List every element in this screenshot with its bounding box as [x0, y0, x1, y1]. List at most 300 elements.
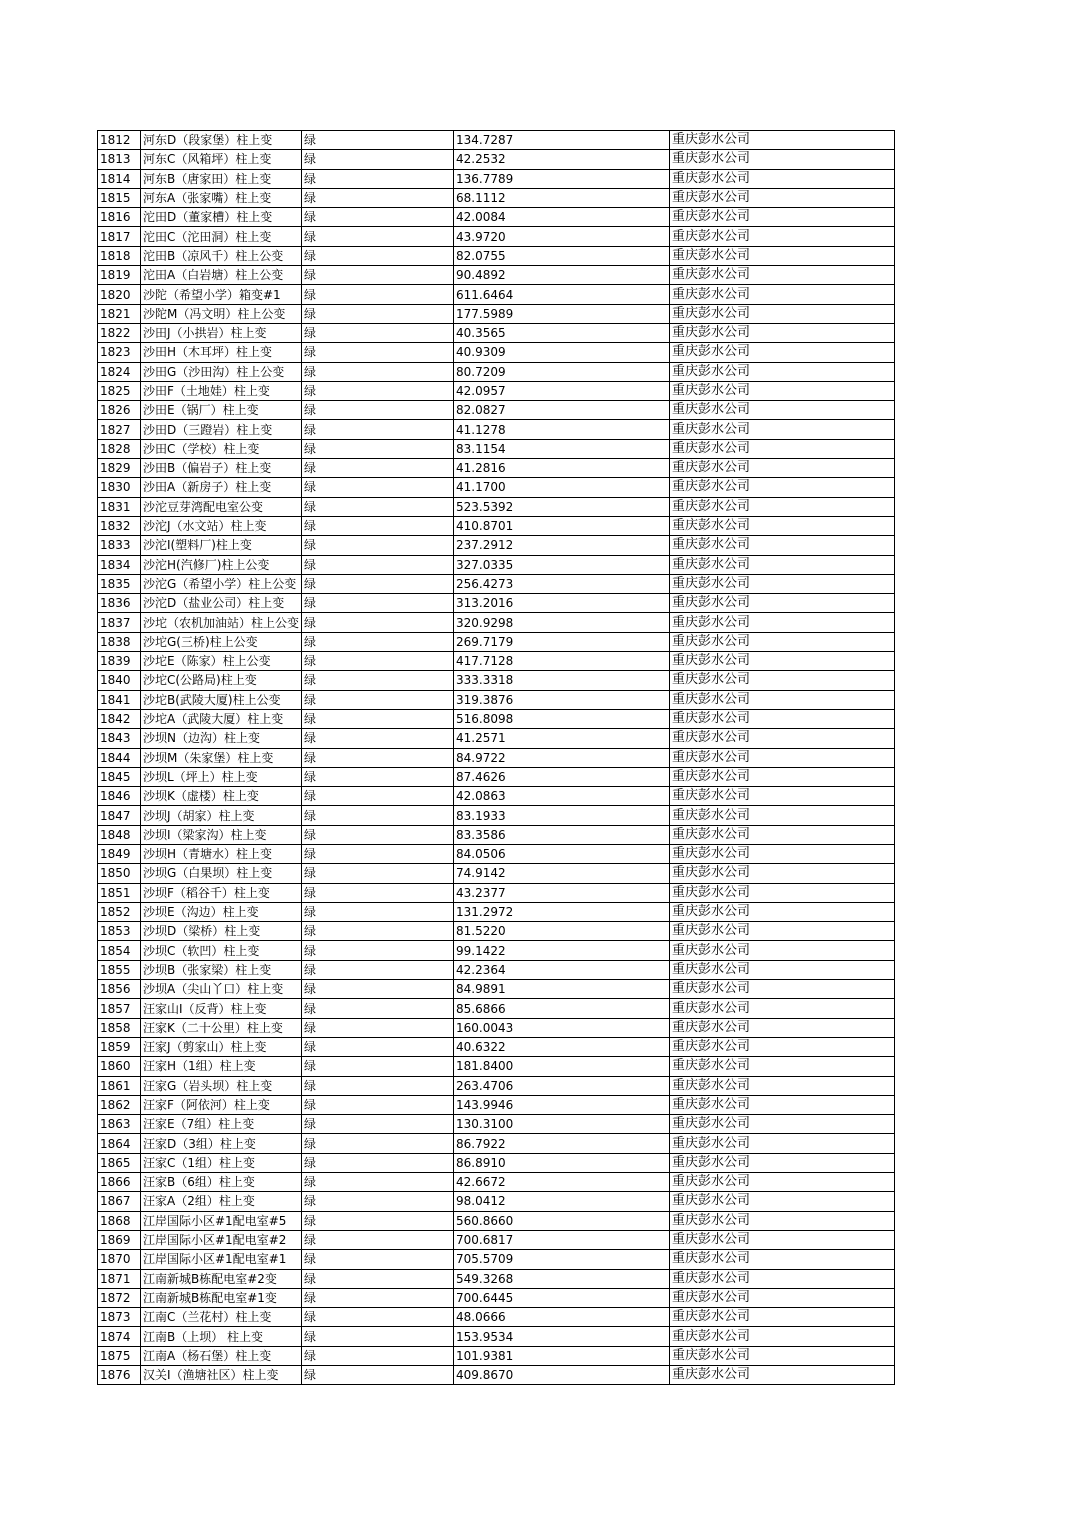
status-color-cell: 绿 [302, 516, 454, 535]
value-cell: 48.0666 [454, 1308, 670, 1327]
transformer-name-cell: 河东D（段家堡）柱上变 [141, 131, 302, 150]
value-cell: 160.0043 [454, 1018, 670, 1037]
status-color-cell: 绿 [302, 227, 454, 246]
value-cell: 516.8098 [454, 709, 670, 728]
transformer-name-cell: 沙坝K（虚楼）柱上变 [141, 787, 302, 806]
company-cell: 重庆彭水公司 [670, 922, 895, 941]
table-row [98, 999, 895, 1018]
table-row [98, 1308, 895, 1327]
value-cell: 80.7209 [454, 362, 670, 381]
value-cell: 41.2571 [454, 729, 670, 748]
table-row [98, 883, 895, 902]
company-cell: 重庆彭水公司 [670, 304, 895, 323]
status-color-cell: 绿 [302, 806, 454, 825]
company-cell: 重庆彭水公司 [670, 323, 895, 342]
value-cell: 98.0412 [454, 1192, 670, 1211]
status-color-cell: 绿 [302, 1173, 454, 1192]
row-id-cell: 1843 [98, 729, 141, 748]
value-cell: 86.7922 [454, 1134, 670, 1153]
table-row [98, 729, 895, 748]
table-row [98, 1346, 895, 1365]
company-cell: 重庆彭水公司 [670, 1134, 895, 1153]
value-cell: 41.1278 [454, 420, 670, 439]
row-id-cell: 1825 [98, 381, 141, 400]
table-row [98, 266, 895, 285]
status-color-cell: 绿 [302, 652, 454, 671]
transformer-name-cell: 沙沱J（水文站）柱上变 [141, 516, 302, 535]
status-color-cell: 绿 [302, 1327, 454, 1346]
status-color-cell: 绿 [302, 1115, 454, 1134]
row-id-cell: 1812 [98, 131, 141, 150]
row-id-cell: 1826 [98, 401, 141, 420]
value-cell: 41.1700 [454, 478, 670, 497]
row-id-cell: 1842 [98, 709, 141, 728]
value-cell: 320.9298 [454, 613, 670, 632]
value-cell: 417.7128 [454, 652, 670, 671]
value-cell: 84.9722 [454, 748, 670, 767]
transformer-name-cell: 沙坝G（白果坝）柱上变 [141, 864, 302, 883]
company-cell: 重庆彭水公司 [670, 960, 895, 979]
transformer-name-cell: 河东C（风箱坪）柱上变 [141, 150, 302, 169]
table-row [98, 188, 895, 207]
company-cell: 重庆彭水公司 [670, 632, 895, 651]
value-cell: 42.0863 [454, 787, 670, 806]
table-row [98, 787, 895, 806]
value-cell: 42.0084 [454, 208, 670, 227]
value-cell: 42.2364 [454, 960, 670, 979]
row-id-cell: 1818 [98, 246, 141, 265]
status-color-cell: 绿 [302, 208, 454, 227]
transformer-name-cell: 沙陀（希望小学）箱变#1 [141, 285, 302, 304]
value-cell: 74.9142 [454, 864, 670, 883]
transformer-name-cell: 汪家A（2组）柱上变 [141, 1192, 302, 1211]
transformer-name-cell: 江南A（杨石堡）柱上变 [141, 1346, 302, 1365]
transformer-name-cell: 沙坝J（胡家）柱上变 [141, 806, 302, 825]
value-cell: 40.3565 [454, 323, 670, 342]
row-id-cell: 1827 [98, 420, 141, 439]
status-color-cell: 绿 [302, 150, 454, 169]
status-color-cell: 绿 [302, 1057, 454, 1076]
table-row [98, 748, 895, 767]
transformer-name-cell: 沙坨A（武陵大厦）柱上变 [141, 709, 302, 728]
company-cell: 重庆彭水公司 [670, 420, 895, 439]
status-color-cell: 绿 [302, 999, 454, 1018]
row-id-cell: 1853 [98, 922, 141, 941]
row-id-cell: 1851 [98, 883, 141, 902]
row-id-cell: 1829 [98, 459, 141, 478]
transformer-name-cell: 汪家C（1组）柱上变 [141, 1153, 302, 1172]
row-id-cell: 1859 [98, 1037, 141, 1056]
table-row [98, 1153, 895, 1172]
data-table [97, 130, 895, 1385]
value-cell: 84.0506 [454, 844, 670, 863]
company-cell: 重庆彭水公司 [670, 439, 895, 458]
table-row [98, 825, 895, 844]
transformer-name-cell: 江南B（上坝） 柱上变 [141, 1327, 302, 1346]
status-color-cell: 绿 [302, 1346, 454, 1365]
company-cell: 重庆彭水公司 [670, 131, 895, 150]
company-cell: 重庆彭水公司 [670, 767, 895, 786]
transformer-name-cell: 沱田B（凉风千）柱上公变 [141, 246, 302, 265]
value-cell: 86.8910 [454, 1153, 670, 1172]
company-cell: 重庆彭水公司 [670, 729, 895, 748]
table-row [98, 1230, 895, 1249]
value-cell: 269.7179 [454, 632, 670, 651]
status-color-cell: 绿 [302, 343, 454, 362]
company-cell: 重庆彭水公司 [670, 1037, 895, 1056]
row-id-cell: 1834 [98, 555, 141, 574]
value-cell: 42.2532 [454, 150, 670, 169]
status-color-cell: 绿 [302, 401, 454, 420]
value-cell: 333.3318 [454, 671, 670, 690]
row-id-cell: 1871 [98, 1269, 141, 1288]
table-row [98, 285, 895, 304]
row-id-cell: 1845 [98, 767, 141, 786]
company-cell: 重庆彭水公司 [670, 227, 895, 246]
row-id-cell: 1837 [98, 613, 141, 632]
transformer-name-cell: 沙坝E（沟边）柱上变 [141, 902, 302, 921]
value-cell: 43.9720 [454, 227, 670, 246]
table-row [98, 1076, 895, 1095]
company-cell: 重庆彭水公司 [670, 169, 895, 188]
company-cell: 重庆彭水公司 [670, 864, 895, 883]
row-id-cell: 1835 [98, 574, 141, 593]
status-color-cell: 绿 [302, 1366, 454, 1385]
transformer-name-cell: 汪家B（6组）柱上变 [141, 1173, 302, 1192]
status-color-cell: 绿 [302, 1250, 454, 1269]
status-color-cell: 绿 [302, 1018, 454, 1037]
value-cell: 85.6866 [454, 999, 670, 1018]
value-cell: 327.0335 [454, 555, 670, 574]
company-cell: 重庆彭水公司 [670, 343, 895, 362]
transformer-name-cell: 沙沱豆芽湾配电室公变 [141, 497, 302, 516]
status-color-cell: 绿 [302, 980, 454, 999]
value-cell: 237.2912 [454, 536, 670, 555]
value-cell: 83.3586 [454, 825, 670, 844]
company-cell: 重庆彭水公司 [670, 1346, 895, 1365]
company-cell: 重庆彭水公司 [670, 401, 895, 420]
row-id-cell: 1840 [98, 671, 141, 690]
row-id-cell: 1849 [98, 844, 141, 863]
status-color-cell: 绿 [302, 941, 454, 960]
row-id-cell: 1876 [98, 1366, 141, 1385]
table-row [98, 690, 895, 709]
status-color-cell: 绿 [302, 478, 454, 497]
table-row [98, 536, 895, 555]
row-id-cell: 1813 [98, 150, 141, 169]
status-color-cell: 绿 [302, 1076, 454, 1095]
company-cell: 重庆彭水公司 [670, 594, 895, 613]
table-row [98, 980, 895, 999]
status-color-cell: 绿 [302, 574, 454, 593]
value-cell: 705.5709 [454, 1250, 670, 1269]
company-cell: 重庆彭水公司 [670, 574, 895, 593]
value-cell: 40.9309 [454, 343, 670, 362]
transformer-name-cell: 江岸国际小区#1配电室#1 [141, 1250, 302, 1269]
row-id-cell: 1854 [98, 941, 141, 960]
value-cell: 549.3268 [454, 1269, 670, 1288]
transformer-name-cell: 沙田F（土地娃）柱上变 [141, 381, 302, 400]
value-cell: 700.6445 [454, 1288, 670, 1307]
company-cell: 重庆彭水公司 [670, 1211, 895, 1230]
company-cell: 重庆彭水公司 [670, 1018, 895, 1037]
status-color-cell: 绿 [302, 131, 454, 150]
transformer-name-cell: 汪家D（3组）柱上变 [141, 1134, 302, 1153]
status-color-cell: 绿 [302, 709, 454, 728]
table-row [98, 767, 895, 786]
status-color-cell: 绿 [302, 613, 454, 632]
company-cell: 重庆彭水公司 [670, 536, 895, 555]
row-id-cell: 1870 [98, 1250, 141, 1269]
table-row [98, 1288, 895, 1307]
transformer-name-cell: 汪家H（1组）柱上变 [141, 1057, 302, 1076]
company-cell: 重庆彭水公司 [670, 516, 895, 535]
company-cell: 重庆彭水公司 [670, 459, 895, 478]
value-cell: 87.4626 [454, 767, 670, 786]
table-row [98, 362, 895, 381]
company-cell: 重庆彭水公司 [670, 208, 895, 227]
row-id-cell: 1821 [98, 304, 141, 323]
row-id-cell: 1830 [98, 478, 141, 497]
table-row [98, 246, 895, 265]
transformer-name-cell: 沙沱D（盐业公司）柱上变 [141, 594, 302, 613]
table-row [98, 941, 895, 960]
value-cell: 409.8670 [454, 1366, 670, 1385]
status-color-cell: 绿 [302, 1134, 454, 1153]
table-row [98, 381, 895, 400]
table-row [98, 652, 895, 671]
status-color-cell: 绿 [302, 246, 454, 265]
company-cell: 重庆彭水公司 [670, 1173, 895, 1192]
transformer-name-cell: 沙坨（农机加油站）柱上公变 [141, 613, 302, 632]
company-cell: 重庆彭水公司 [670, 999, 895, 1018]
company-cell: 重庆彭水公司 [670, 844, 895, 863]
status-color-cell: 绿 [302, 1095, 454, 1114]
table-row [98, 555, 895, 574]
value-cell: 134.7287 [454, 131, 670, 150]
company-cell: 重庆彭水公司 [670, 285, 895, 304]
row-id-cell: 1855 [98, 960, 141, 979]
value-cell: 131.2972 [454, 902, 670, 921]
row-id-cell: 1823 [98, 343, 141, 362]
transformer-name-cell: 汪家E（7组）柱上变 [141, 1115, 302, 1134]
company-cell: 重庆彭水公司 [670, 902, 895, 921]
value-cell: 43.2377 [454, 883, 670, 902]
status-color-cell: 绿 [302, 748, 454, 767]
row-id-cell: 1873 [98, 1308, 141, 1327]
table-row [98, 516, 895, 535]
value-cell: 84.9891 [454, 980, 670, 999]
value-cell: 319.3876 [454, 690, 670, 709]
transformer-name-cell: 汪家山I（反背）柱上变 [141, 999, 302, 1018]
table-row [98, 439, 895, 458]
row-id-cell: 1874 [98, 1327, 141, 1346]
table-row [98, 459, 895, 478]
status-color-cell: 绿 [302, 266, 454, 285]
transformer-name-cell: 江南C（兰花村）柱上变 [141, 1308, 302, 1327]
status-color-cell: 绿 [302, 632, 454, 651]
transformer-name-cell: 沙陀M（冯文明）柱上公变 [141, 304, 302, 323]
status-color-cell: 绿 [302, 169, 454, 188]
transformer-name-cell: 沙坝H（青塘水）柱上变 [141, 844, 302, 863]
table-row [98, 150, 895, 169]
status-color-cell: 绿 [302, 439, 454, 458]
row-id-cell: 1866 [98, 1173, 141, 1192]
transformer-name-cell: 沙坝C（软凹）柱上变 [141, 941, 302, 960]
transformer-name-cell: 河东B（唐家田）柱上变 [141, 169, 302, 188]
value-cell: 700.6817 [454, 1230, 670, 1249]
row-id-cell: 1868 [98, 1211, 141, 1230]
table-row [98, 844, 895, 863]
table-row [98, 401, 895, 420]
company-cell: 重庆彭水公司 [670, 1288, 895, 1307]
company-cell: 重庆彭水公司 [670, 266, 895, 285]
table-row [98, 960, 895, 979]
value-cell: 130.3100 [454, 1115, 670, 1134]
row-id-cell: 1822 [98, 323, 141, 342]
table-row [98, 1115, 895, 1134]
status-color-cell: 绿 [302, 285, 454, 304]
transformer-name-cell: 汪家G（岩头坝）柱上变 [141, 1076, 302, 1095]
transformer-name-cell: 沙坝F（稻谷千）柱上变 [141, 883, 302, 902]
transformer-name-cell: 汪家J（剪家山）柱上变 [141, 1037, 302, 1056]
company-cell: 重庆彭水公司 [670, 497, 895, 516]
row-id-cell: 1836 [98, 594, 141, 613]
transformer-name-cell: 沙田H（木耳坪）柱上变 [141, 343, 302, 362]
status-color-cell: 绿 [302, 767, 454, 786]
transformer-name-cell: 沱田A（白岩塘）柱上公变 [141, 266, 302, 285]
transformer-name-cell: 沙坨G(三桥)柱上公变 [141, 632, 302, 651]
table-row [98, 902, 895, 921]
table-row [98, 1037, 895, 1056]
status-color-cell: 绿 [302, 304, 454, 323]
transformer-name-cell: 汪家F（阿依河）柱上变 [141, 1095, 302, 1114]
row-id-cell: 1857 [98, 999, 141, 1018]
row-id-cell: 1841 [98, 690, 141, 709]
table-row [98, 169, 895, 188]
value-cell: 263.4706 [454, 1076, 670, 1095]
status-color-cell: 绿 [302, 555, 454, 574]
row-id-cell: 1832 [98, 516, 141, 535]
status-color-cell: 绿 [302, 825, 454, 844]
value-cell: 611.6464 [454, 285, 670, 304]
table-row [98, 1018, 895, 1037]
value-cell: 83.1933 [454, 806, 670, 825]
company-cell: 重庆彭水公司 [670, 941, 895, 960]
transformer-name-cell: 沙田C（学校）柱上变 [141, 439, 302, 458]
row-id-cell: 1820 [98, 285, 141, 304]
company-cell: 重庆彭水公司 [670, 748, 895, 767]
transformer-name-cell: 沙坨C(公路局)柱上变 [141, 671, 302, 690]
status-color-cell: 绿 [302, 883, 454, 902]
value-cell: 42.0957 [454, 381, 670, 400]
table-row [98, 1134, 895, 1153]
table-row [98, 1366, 895, 1385]
value-cell: 143.9946 [454, 1095, 670, 1114]
table-row [98, 131, 895, 150]
transformer-name-cell: 沙坝M（朱家堡）柱上变 [141, 748, 302, 767]
status-color-cell: 绿 [302, 1230, 454, 1249]
table-row [98, 864, 895, 883]
table-row [98, 613, 895, 632]
transformer-name-cell: 汪家K（二十公里）柱上变 [141, 1018, 302, 1037]
row-id-cell: 1863 [98, 1115, 141, 1134]
transformer-name-cell: 沱田C（沱田洞）柱上变 [141, 227, 302, 246]
company-cell: 重庆彭水公司 [670, 1153, 895, 1172]
transformer-name-cell: 沙坝B（张家梁）柱上变 [141, 960, 302, 979]
table-row [98, 420, 895, 439]
status-color-cell: 绿 [302, 671, 454, 690]
company-cell: 重庆彭水公司 [670, 1366, 895, 1385]
status-color-cell: 绿 [302, 922, 454, 941]
company-cell: 重庆彭水公司 [670, 1308, 895, 1327]
value-cell: 410.8701 [454, 516, 670, 535]
value-cell: 560.8660 [454, 1211, 670, 1230]
row-id-cell: 1816 [98, 208, 141, 227]
status-color-cell: 绿 [302, 1037, 454, 1056]
transformer-name-cell: 沙田E（锅厂）柱上变 [141, 401, 302, 420]
transformer-name-cell: 汉关I（渔塘社区）柱上变 [141, 1366, 302, 1385]
value-cell: 153.9534 [454, 1327, 670, 1346]
company-cell: 重庆彭水公司 [670, 787, 895, 806]
value-cell: 82.0827 [454, 401, 670, 420]
company-cell: 重庆彭水公司 [670, 246, 895, 265]
company-cell: 重庆彭水公司 [670, 690, 895, 709]
row-id-cell: 1872 [98, 1288, 141, 1307]
row-id-cell: 1858 [98, 1018, 141, 1037]
transformer-name-cell: 沙坝I（梁家沟）柱上变 [141, 825, 302, 844]
status-color-cell: 绿 [302, 902, 454, 921]
row-id-cell: 1847 [98, 806, 141, 825]
transformer-name-cell: 沙坨E（陈家）柱上公变 [141, 652, 302, 671]
company-cell: 重庆彭水公司 [670, 381, 895, 400]
table-row [98, 1250, 895, 1269]
table-row [98, 1327, 895, 1346]
status-color-cell: 绿 [302, 960, 454, 979]
value-cell: 41.2816 [454, 459, 670, 478]
value-cell: 81.5220 [454, 922, 670, 941]
transformer-name-cell: 沙田B（偏岩子）柱上变 [141, 459, 302, 478]
row-id-cell: 1875 [98, 1346, 141, 1365]
value-cell: 83.1154 [454, 439, 670, 458]
company-cell: 重庆彭水公司 [670, 1230, 895, 1249]
transformer-name-cell: 沙沱I(塑料厂)柱上变 [141, 536, 302, 555]
status-color-cell: 绿 [302, 1269, 454, 1288]
transformer-name-cell: 沙坝N（边沟）柱上变 [141, 729, 302, 748]
row-id-cell: 1850 [98, 864, 141, 883]
table-row [98, 594, 895, 613]
status-color-cell: 绿 [302, 1192, 454, 1211]
status-color-cell: 绿 [302, 1308, 454, 1327]
table-row [98, 208, 895, 227]
status-color-cell: 绿 [302, 459, 454, 478]
row-id-cell: 1864 [98, 1134, 141, 1153]
row-id-cell: 1844 [98, 748, 141, 767]
status-color-cell: 绿 [302, 362, 454, 381]
row-id-cell: 1861 [98, 1076, 141, 1095]
table-row [98, 632, 895, 651]
table-row [98, 323, 895, 342]
row-id-cell: 1865 [98, 1153, 141, 1172]
table-row [98, 1192, 895, 1211]
value-cell: 177.5989 [454, 304, 670, 323]
company-cell: 重庆彭水公司 [670, 1115, 895, 1134]
transformer-name-cell: 沱田D（董家槽）柱上变 [141, 208, 302, 227]
table-row [98, 709, 895, 728]
value-cell: 136.7789 [454, 169, 670, 188]
table-row [98, 574, 895, 593]
status-color-cell: 绿 [302, 188, 454, 207]
